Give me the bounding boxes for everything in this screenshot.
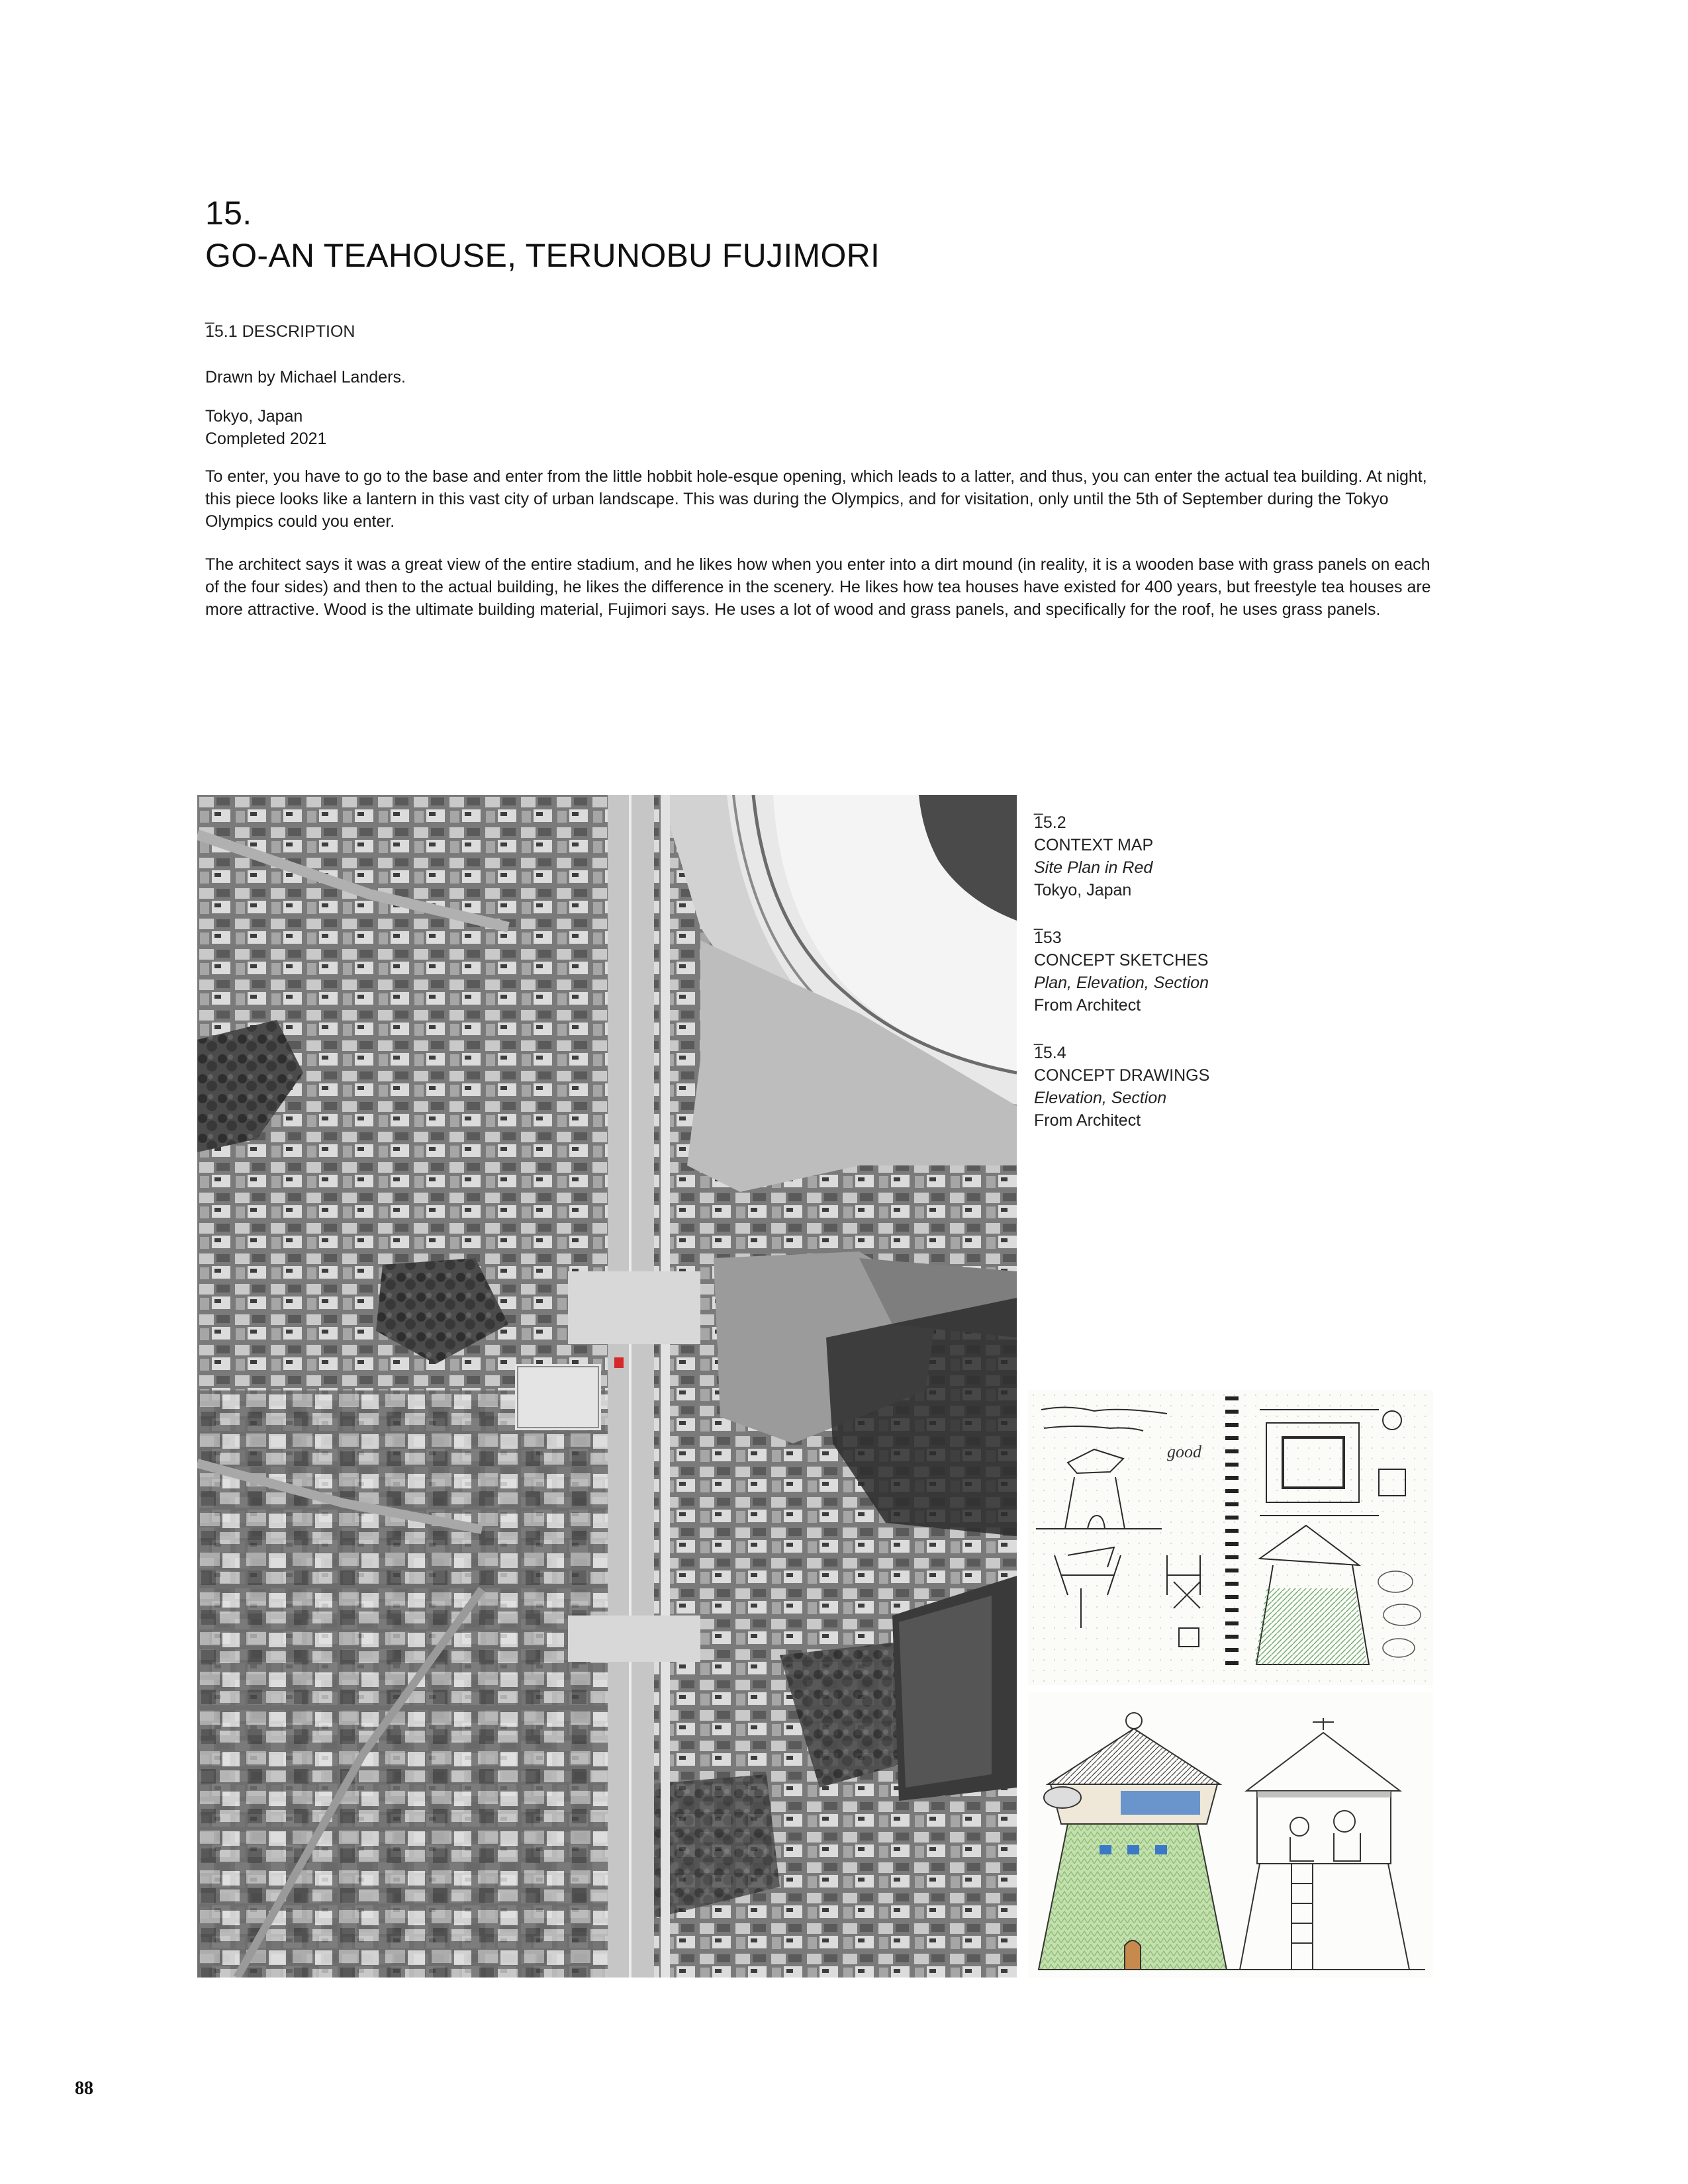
chapter-heading — [205, 192, 1463, 277]
caption-concept-sketches — [1034, 913, 1365, 1017]
caption-number: 15.2 — [1034, 813, 1066, 832]
caption-source: From Architect — [1034, 1111, 1141, 1130]
caption-subtitle: Site Plan in Red — [1034, 858, 1153, 877]
caption-title: CONTEXT MAP — [1034, 836, 1154, 854]
section-label-description — [205, 306, 867, 343]
caption-title: CONCEPT SKETCHES — [1034, 951, 1209, 970]
caption-subtitle: Elevation, Section — [1034, 1089, 1167, 1107]
context-map-image — [197, 795, 1017, 1978]
caption-context-map — [1034, 797, 1365, 901]
caption-dash: _ — [1034, 797, 1043, 815]
caption-number: 153 — [1034, 929, 1062, 947]
caption-subtitle: Plan, Elevation, Section — [1034, 974, 1209, 992]
description-paragraph-2: The architect says it was a great view of the entire stadium, and he likes how when you enter into a dirt mound (in reality, it is a wooden base with grass panels on each of the four sides) and then to the actual building, he likes the difference in the scenery. He likes how tea houses have existed for 400 years, but freestyle tea houses are more attractive. Wood is the ultimate building material, Fujimori says. He uses a lot of wood and grass panels, and specifically for the roof, he uses grass panels. — [205, 555, 1431, 619]
section-label-text: 15.1 DESCRIPTION — [205, 322, 355, 341]
completed-text: Completed 2021 — [205, 430, 327, 448]
concept-drawings-image — [1028, 1692, 1433, 1978]
location-block — [205, 405, 1000, 450]
location-text: Tokyo, Japan — [205, 407, 303, 426]
concept-sketches-image — [1028, 1390, 1433, 1685]
section-dash: _ — [205, 306, 214, 324]
caption-source: From Architect — [1034, 996, 1141, 1015]
caption-concept-drawings — [1034, 1028, 1365, 1132]
site-marker — [614, 1357, 624, 1368]
credit-line: Drawn by Michael Landers. — [205, 368, 406, 387]
caption-title: CONCEPT DRAWINGS — [1034, 1066, 1210, 1085]
caption-number: 15.4 — [1034, 1044, 1066, 1062]
description-paragraph-1: To enter, you have to go to the base and enter from the little hobbit hole-esque opening, which leads to a latter, and thus, you can enter the actual tea building. At night, this piece looks like a lantern in this vast city of urban landscape. This was during the Olympics, and for visitation, only until the 5th of September during the Tokyo Olympics could you enter. — [205, 467, 1427, 531]
page-number: 88 — [75, 2078, 93, 2099]
chapter-title: GO-AN TEAHOUSE, TERUNOBU FUJIMORI — [205, 237, 880, 274]
caption-dash: _ — [1034, 1028, 1043, 1046]
caption-source: Tokyo, Japan — [1034, 881, 1132, 899]
caption-dash: _ — [1034, 913, 1043, 931]
chapter-number: 15. — [205, 195, 252, 232]
sketch-annotation-good: good — [1167, 1442, 1201, 1461]
